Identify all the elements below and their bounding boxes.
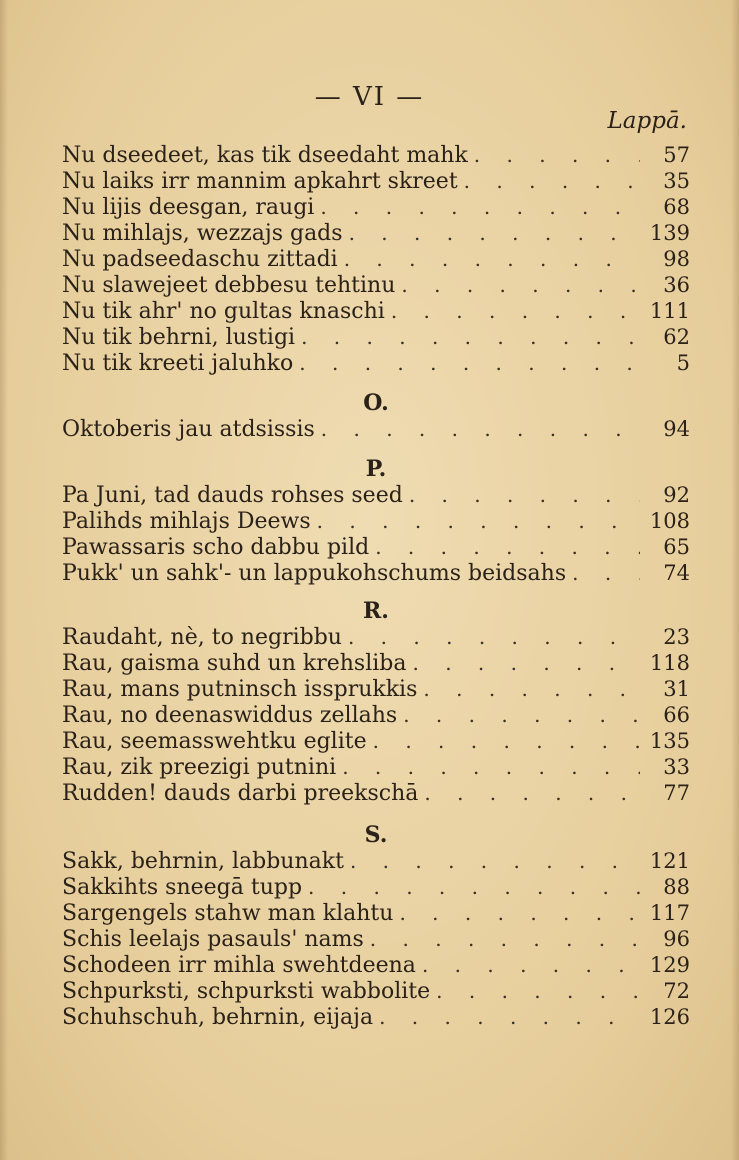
entry-title: Nu dseedeet, kas tik dseedaht mahk bbox=[62, 143, 468, 168]
entry-title: Nu tik kreeti jaluhko bbox=[62, 351, 294, 376]
page-number: — VI — bbox=[314, 82, 425, 112]
entry-title: Rau, no deenaswiddus zellahs bbox=[62, 703, 398, 728]
entry-page-number: 62 bbox=[663, 325, 690, 349]
entry-page-number: 129 bbox=[649, 953, 690, 977]
entry-page-number: 98 bbox=[663, 247, 690, 271]
entry-title: Pawassaris scho dabbu pild bbox=[62, 535, 370, 560]
toc-entry bbox=[62, 778, 690, 808]
entry-page-number: 23 bbox=[663, 625, 690, 649]
entry-title: Nu laiks irr mannim apkahrt skreet bbox=[62, 169, 458, 194]
entry-page-number: 126 bbox=[649, 1005, 690, 1029]
entry-page-number: 77 bbox=[663, 781, 690, 805]
dot-leader bbox=[299, 348, 640, 378]
entry-title: Schis leelajs pasauls' nams bbox=[62, 927, 364, 952]
entry-title: Palihds mihlajs Deews bbox=[62, 509, 311, 534]
dot-leader bbox=[321, 414, 640, 444]
entry-title: Rau, zik preezigi putnini bbox=[62, 755, 337, 780]
entry-page-number: 68 bbox=[663, 195, 690, 219]
entry-title: Raudaht, nè, to negribbu bbox=[62, 625, 342, 650]
entry-title: Nu padseedaschu zittadi bbox=[62, 247, 338, 272]
section-letter: S. bbox=[364, 822, 388, 848]
toc-entry bbox=[62, 348, 690, 378]
entry-page-number: 135 bbox=[649, 729, 690, 753]
entry-title: Pa Juni, tad dauds rohses seed bbox=[62, 483, 403, 508]
dot-leader bbox=[572, 558, 640, 588]
entry-page-number: 94 bbox=[663, 417, 690, 441]
entry-title: Rau, gaisma suhd un krehsliba bbox=[62, 651, 407, 676]
entry-page-number: 118 bbox=[649, 651, 690, 675]
entry-page-number: 35 bbox=[663, 169, 690, 193]
entry-page-number: 5 bbox=[676, 351, 690, 375]
entry-title: Sargengels stahw man klahtu bbox=[62, 901, 394, 926]
entry-title: Pukk' un sahk'- un lappukohschums beidsahs bbox=[62, 561, 567, 586]
page-edge-right bbox=[731, 0, 739, 1160]
toc-entry bbox=[62, 414, 690, 444]
entry-title: Oktoberis jau atdsissis bbox=[62, 417, 315, 442]
entry-title: Nu mihlajs, wezzajs gads bbox=[62, 221, 343, 246]
entry-title: Rau, seemasswehtku eglite bbox=[62, 729, 367, 754]
toc-entry bbox=[62, 1002, 690, 1032]
entry-page-number: 111 bbox=[649, 299, 690, 323]
entry-title: Nu slawejeet debbesu tehtinu bbox=[62, 273, 396, 298]
section-letter: O. bbox=[363, 390, 389, 416]
entry-title: Rau, mans putninsch issprukkis bbox=[62, 677, 418, 702]
entry-page-number: 65 bbox=[663, 535, 690, 559]
entry-page-number: 92 bbox=[663, 483, 690, 507]
dot-leader bbox=[424, 778, 640, 808]
entry-title: Nu lijis deesgan, raugi bbox=[62, 195, 315, 220]
section-letter: R. bbox=[363, 598, 389, 624]
entry-title: Schodeen irr mihla swehtdeena bbox=[62, 953, 416, 978]
entry-page-number: 139 bbox=[649, 221, 690, 245]
entry-page-number: 88 bbox=[663, 875, 690, 899]
section-letter: P. bbox=[365, 456, 387, 482]
dot-leader bbox=[379, 1002, 640, 1032]
entry-title: Sakkihts sneegā tupp bbox=[62, 875, 303, 900]
page-edge-left bbox=[0, 0, 8, 1160]
entry-page-number: 36 bbox=[663, 273, 690, 297]
entry-page-number: 74 bbox=[663, 561, 690, 585]
toc-entry bbox=[62, 558, 690, 588]
entry-title: Rudden! dauds darbi preekschā bbox=[62, 781, 419, 806]
entry-title: Schuhschuh, behrnin, eijaja bbox=[62, 1005, 374, 1030]
entry-title: Nu tik ahr' no gultas knaschi bbox=[62, 299, 385, 324]
entry-page-number: 31 bbox=[663, 677, 690, 701]
entry-page-number: 57 bbox=[663, 143, 690, 167]
page-column-header: Lappā. bbox=[607, 108, 687, 134]
entry-page-number: 33 bbox=[663, 755, 690, 779]
entry-title: Sakk, behrnin, labbunakt bbox=[62, 849, 344, 874]
entry-title: Nu tik behrni, lustigi bbox=[62, 325, 296, 350]
entry-page-number: 108 bbox=[649, 509, 690, 533]
entry-page-number: 72 bbox=[663, 979, 690, 1003]
entry-page-number: 66 bbox=[663, 703, 690, 727]
entry-page-number: 96 bbox=[663, 927, 690, 951]
entry-page-number: 117 bbox=[649, 901, 690, 925]
entry-title: Schpurksti, schpurksti wabbolite bbox=[62, 979, 431, 1004]
entry-page-number: 121 bbox=[649, 849, 690, 873]
